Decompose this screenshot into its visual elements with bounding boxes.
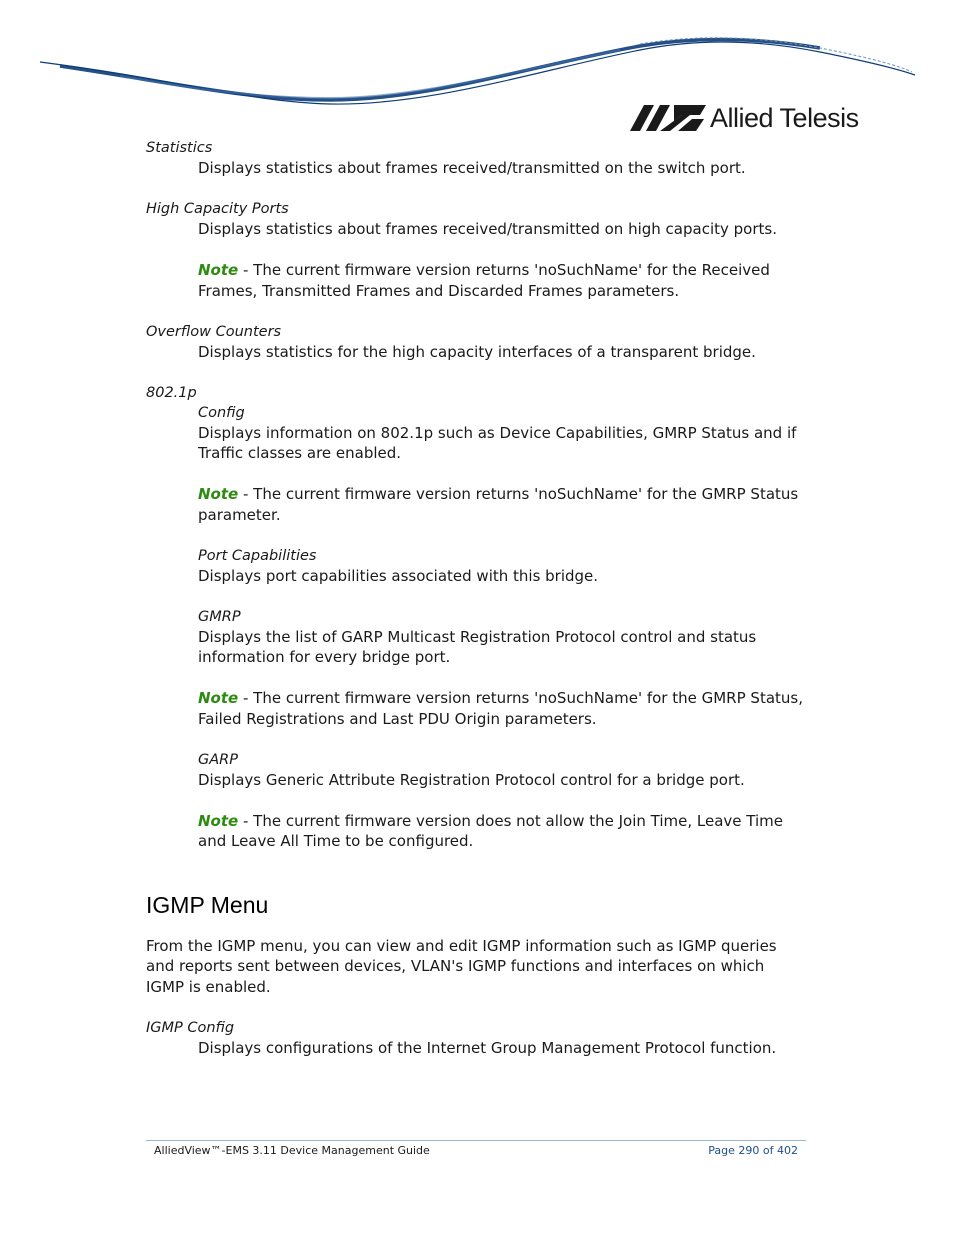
term-garp: GARP [198, 751, 238, 768]
document-body [146, 138, 806, 1058]
allied-telesis-logo [630, 100, 859, 136]
footer-document-title: AlliedView™-EMS 3.11 Device Management Guide [154, 1144, 430, 1157]
note-label: Note [198, 261, 239, 279]
note-high-capacity [198, 260, 806, 301]
desc-garp: Displays Generic Attribute Registration Protocol control for a bridge port. [198, 770, 745, 789]
desc-config: Displays information on 802.1p such as Device Capabilities, GMRP Status and if Traffic classes are enabled. [198, 423, 797, 462]
allied-telesis-logo-mark-icon [630, 105, 706, 131]
desc-overflow-counters: Displays statistics for the high capacity interfaces of a transparent bridge. [198, 342, 756, 361]
note-label: Note [198, 485, 239, 503]
term-statistics: Statistics [146, 140, 213, 156]
term-802-1p: 802.1p [146, 384, 197, 401]
note-garp [198, 811, 806, 852]
desc-port-capabilities: Displays port capabilities associated with this bridge. [198, 566, 599, 585]
footer-divider [146, 1140, 806, 1141]
brand-name: Allied Telesis [710, 103, 859, 133]
term-port-capabilities: Port Capabilities [198, 547, 317, 564]
desc-igmp-config: Displays configurations of the Internet Group Management Protocol function. [198, 1038, 777, 1057]
desc-high-capacity-ports: Displays statistics about frames received/transmitted on high capacity ports. [198, 220, 777, 238]
desc-statistics: Displays statistics about frames received/transmitted on the switch port. [198, 159, 746, 177]
term-high-capacity-ports: High Capacity Ports [146, 201, 289, 217]
note-text: - The current firmware version returns 'noSuchName' for the GMRP Status, Failed Registrations and Last PDU Origin parameters. [198, 689, 803, 728]
note-label: Note [198, 689, 239, 707]
term-igmp-config: IGMP Config [146, 1019, 235, 1036]
note-text: - The current firmware version returns 'noSuchName' for the GMRP Status parameter. [198, 485, 799, 524]
note-config [198, 484, 806, 525]
term-gmrp: GMRP [198, 608, 241, 625]
note-text: - The current firmware version returns 'noSuchName' for the Received Frames, Transmitted Frames and Discarded Frames parameters. [198, 261, 770, 300]
igmp-intro: From the IGMP menu, you can view and edit IGMP information such as IGMP queries and reports sent between devices, VLAN's IGMP functions and interfaces on which IGMP is enabled. [146, 936, 777, 996]
note-text: - The current firmware version does not allow the Join Time, Leave Time and Leave All Time to be configured. [198, 811, 784, 850]
section-heading-igmp-menu: IGMP Menu [146, 891, 269, 918]
note-label: Note [198, 811, 239, 830]
note-gmrp [198, 688, 806, 729]
footer-page-number: Page 290 of 402 [708, 1144, 798, 1157]
term-overflow-counters: Overflow Counters [146, 323, 282, 340]
desc-gmrp: Displays the list of GARP Multicast Registration Protocol control and status information for every bridge port. [198, 627, 757, 666]
term-config: Config [198, 404, 245, 421]
